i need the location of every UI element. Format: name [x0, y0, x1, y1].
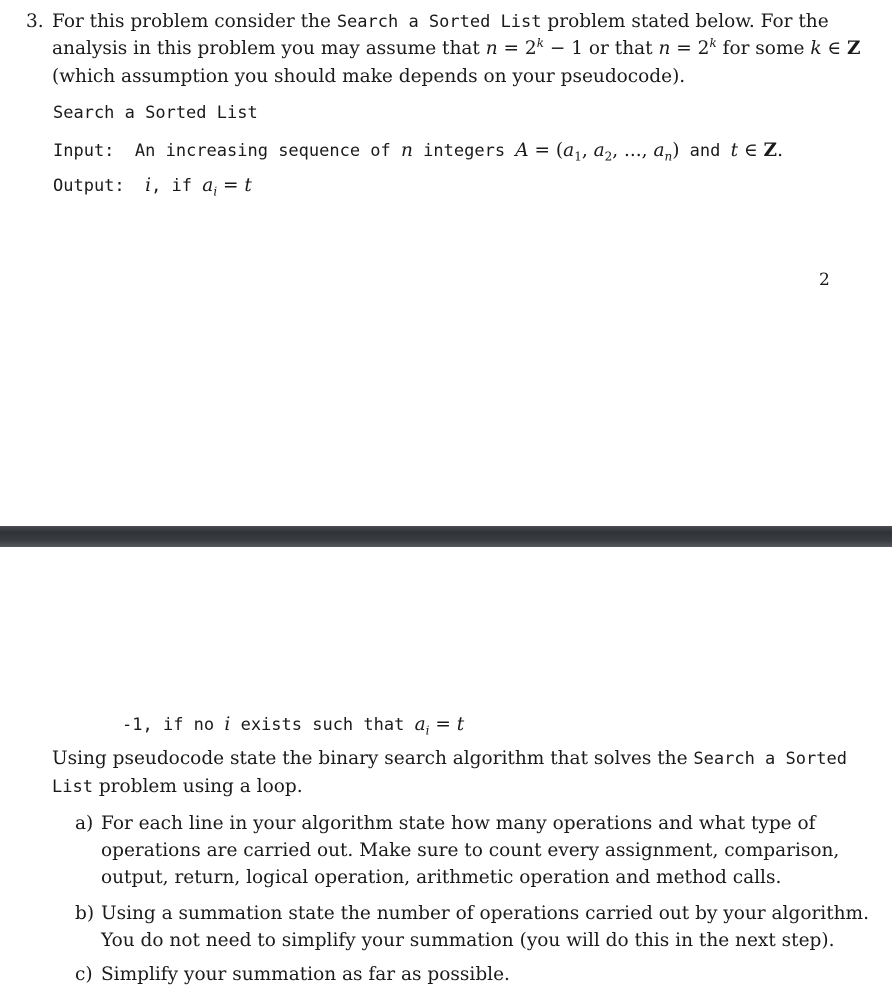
- item-label: b): [75, 903, 95, 924]
- problem-title: Search a Sorted List: [53, 103, 258, 123]
- problem-number: 3.: [26, 11, 44, 32]
- intro-line-3: (which assumption you should make depends on your pseudocode).: [52, 66, 686, 87]
- page-number: 2: [819, 270, 830, 290]
- output-negative-line: -1, if no i exists such that $a_i = t$: [122, 714, 465, 738]
- paragraph-line-1: Using pseudocode state the binary search algorithm that solves the Search a Sorted: [52, 748, 847, 769]
- item-label: a): [75, 813, 94, 834]
- paragraph-line-2: List problem using a loop.: [52, 776, 303, 797]
- input-line: Input: An increasing sequence of n integers $A = (a_1$, $a_2$, ..., $a_n$) and t ∈ Z.: [53, 140, 783, 164]
- item-label: c): [75, 964, 93, 985]
- intro-line-1: For this problem consider the Search a Sorted List problem stated below. For the: [52, 11, 829, 32]
- page-divider: [0, 526, 892, 547]
- intro-line-2: analysis in this problem you may assume that $n = 2^k - 1$ or that $n = 2^k$ for some k ∈ Z: [52, 35, 861, 59]
- output-line: Output: i, if $a_i = t$: [53, 175, 252, 199]
